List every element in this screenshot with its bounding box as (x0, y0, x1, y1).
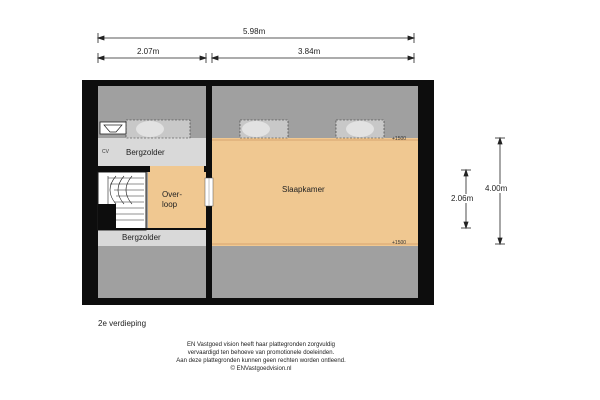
boiler-icon (100, 122, 126, 134)
skylight-middle (240, 120, 288, 138)
dim-left-width-label: 2.07m (137, 47, 160, 56)
dim-total-depth-label: 4.00m (485, 184, 508, 193)
room-label-bergzolder-top: Bergzolder (126, 148, 165, 157)
room-label-bergzolder-bottom: Bergzolder (122, 233, 161, 242)
skylight-right (336, 120, 384, 138)
disclaimer-line-3: Aan deze plattegronden kunnen geen rechten worden ontleend. (176, 358, 346, 364)
stair-landing-block (98, 204, 116, 228)
skylight-left (126, 120, 190, 138)
disclaimer-line-2: vervaardigd ten behoeve van promotionele doeleinden. (187, 350, 335, 356)
height-annotation-top: +1500 (392, 136, 407, 142)
overloop-door-gap (150, 166, 204, 172)
disclaimer-line-1: EN Vastgoed vision heeft haar plattegronden zorgvuldig (187, 342, 335, 348)
disclaimer-line-4: © ENVastgoedvision.nl (230, 366, 292, 372)
room-label-overloop: Over- loop (162, 190, 182, 209)
floor-name: 2e verdieping (98, 319, 147, 328)
disclaimer (150, 341, 372, 373)
dim-room-depth-label: 2.06m (451, 194, 474, 203)
cv-label: CV (102, 149, 109, 155)
room-label-slaapkamer: Slaapkamer (282, 185, 325, 194)
overloop-wall-bottom (98, 228, 206, 230)
dim-total-width-label: 5.98m (243, 27, 266, 36)
dim-right-width-label: 3.84m (298, 47, 321, 56)
height-annotation-bottom: +1500 (392, 240, 407, 246)
